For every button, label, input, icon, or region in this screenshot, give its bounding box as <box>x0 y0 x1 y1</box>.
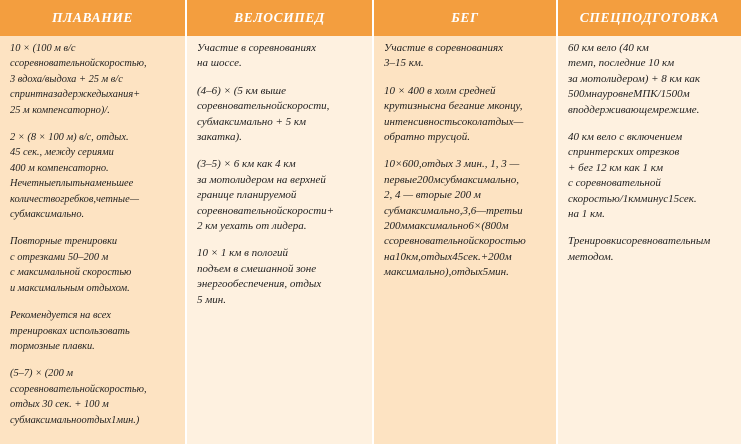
header-swimming: ПЛАВАНИЕ <box>0 0 187 36</box>
special-paragraph-3: Тренировкисоревновательным методом. <box>568 235 711 263</box>
swimming-paragraph-3: Повторные тренировки с отрезками 50–200 м с максимальной скоростью и максимальным отдыхом. <box>10 236 132 294</box>
cycling-paragraph-3: (3–5) × 6 км как 4 км за мотолидером на верхней границе планируемой соревновательнойскорости+ 2 км уехать от лидера. <box>197 158 335 233</box>
swimming-paragraph-4: Рекомендуется на всех тренировках использовать тормозные плавки. <box>10 310 130 352</box>
cycling-paragraph-1: Участие в соревнованиях на шоссе. <box>197 42 317 70</box>
special-paragraph-1: 60 км вело (40 км темп, последние 10 км за мотолидером) + 8 км как 500мнауровнеМПК/1500м вподдерживающемрежиме. <box>568 42 700 116</box>
running-paragraph-1: Участие в соревнованиях 3–15 км. <box>384 42 504 70</box>
swimming-paragraph-1: 10 × (100 м в/с ссоревновательнойскоростью, 3 вдоха/выдоха + 25 м в/с спринтназадержкедыхания+ 25 м компенсаторно)/. <box>10 43 147 116</box>
column-special-training <box>558 36 741 444</box>
swimming-paragraph-2: 2 × (8 × 100 м) в/с, отдых. 45 сек., между сериями 400 м компенсаторно. Нечетныеплытьнаменьшее количествогребков,четные— субмаксимально. <box>10 132 139 221</box>
header-running: БЕГ <box>374 0 558 36</box>
header-cycling: ВЕЛОСИПЕД <box>187 0 374 36</box>
table-header <box>0 0 741 36</box>
special-paragraph-2: 40 км вело с включением спринтерских отрезков + бег 12 км как 1 км с соревновательной скоростью/1кмминус15сек. на 1 км. <box>568 131 697 221</box>
cycling-paragraph-2: (4–6) × (5 км выше соревновательнойскорости, субмаксимально + 5 км закатка). <box>197 84 330 144</box>
running-paragraph-2: 10 × 400 в холм средней крутизнысна бегание мконцу, интенсивностьсоколатдых— обратно трусцой. <box>384 84 524 144</box>
cycling-paragraph-4: 10 × 1 км в пологий подъем в смешанной зоне энергообеспечения, отдых 5 мин. <box>197 247 322 306</box>
column-swimming <box>0 36 187 444</box>
table-body <box>0 36 741 444</box>
column-running <box>374 36 558 444</box>
column-cycling <box>187 36 374 444</box>
swimming-paragraph-5: (5–7) × (200 м ссоревновательнойскоростью, отдых 30 сек. + 100 м субмаксимальноотдых1мин.) <box>10 368 147 426</box>
running-paragraph-3: 10×600,отдых 3 мин., 1, 3 — первые200мсубмаксимально, 2, 4 — вторые 200 м субмаксимально,3,6—третьи 200ммаксимально6×(800м ссоревновательнойскоростью на10км,отдых45сек.+200м максимально),отдых5мин. <box>384 158 526 279</box>
header-special-training: СПЕЦПОДГОТОВКА <box>579 10 720 25</box>
